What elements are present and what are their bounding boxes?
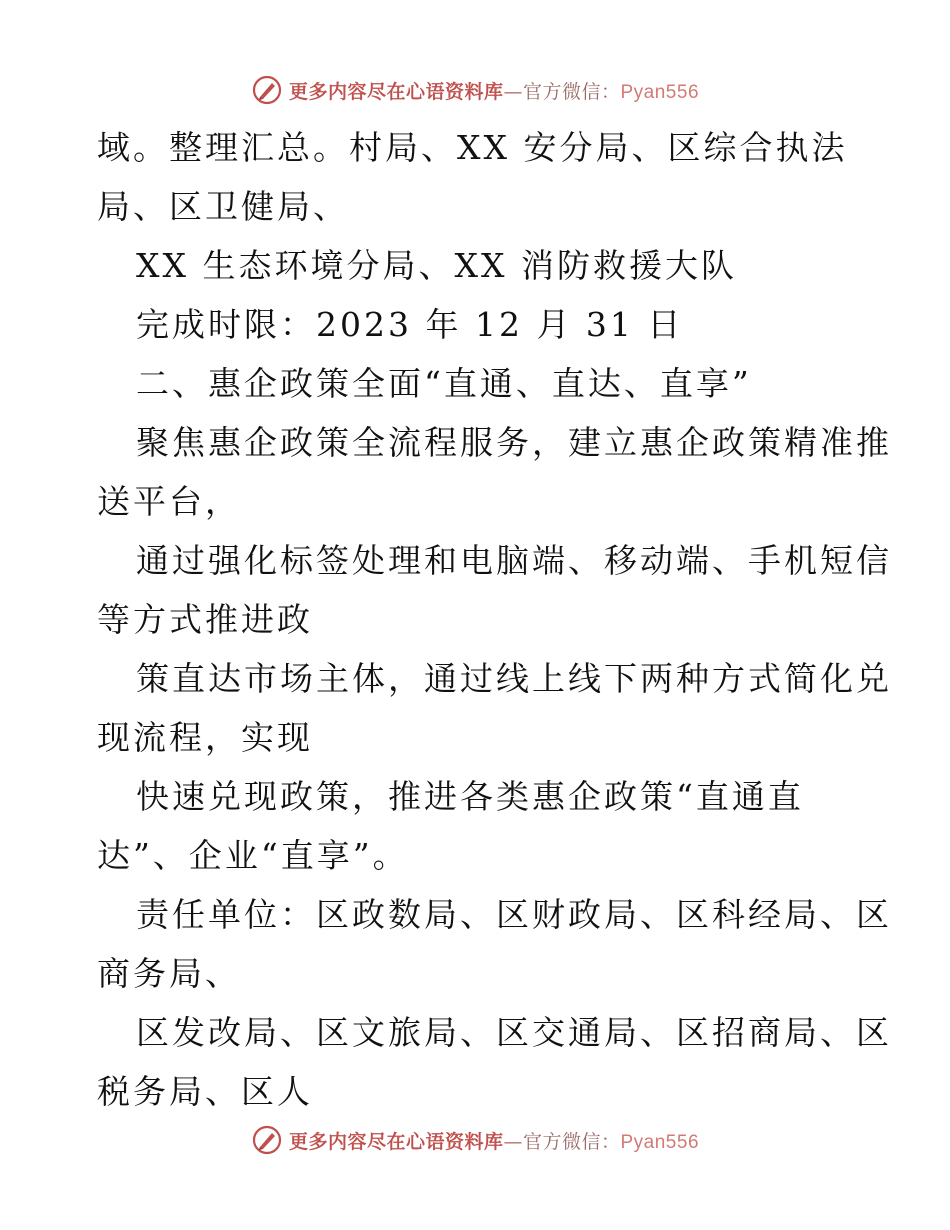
text-line: 达”、企业“直享”。 — [97, 836, 409, 875]
text-line: XX 生态环境分局、XX 消防救援大队 — [136, 246, 737, 285]
pen-logo-icon — [251, 1124, 283, 1156]
footer-watermark — [0, 1122, 950, 1158]
watermark-dash: — — [503, 80, 523, 103]
text-line: 域。整理汇总。村局、XX 安分局、区综合执法 — [97, 128, 848, 167]
watermark-id: Pyan556 — [620, 1131, 700, 1153]
section-heading: 二、惠企政策全面“直通、直达、直享” — [136, 364, 752, 403]
body-text — [97, 118, 892, 1121]
text-line: 等方式推进政 — [97, 600, 313, 639]
text-line: 责任单位：区政数局、区财政局、区科经局、区 — [136, 895, 892, 934]
watermark-dash: — — [503, 1130, 523, 1153]
watermark-official: 官方微信： — [522, 1130, 621, 1153]
text-line: 商务局、 — [97, 954, 241, 993]
header-watermark — [0, 72, 950, 108]
pen-logo-icon — [251, 74, 283, 106]
watermark-id: Pyan556 — [620, 81, 700, 103]
text-line: 送平台， — [97, 482, 241, 521]
text-line: 策直达市场主体，通过线上线下两种方式简化兑 — [136, 659, 892, 698]
text-line: 区发改局、区文旅局、区交通局、区招商局、区 — [136, 1013, 892, 1052]
text-line: 现流程，实现 — [97, 718, 313, 757]
watermark-brand: 更多内容尽在心语资料库 — [288, 80, 504, 103]
text-line: 快速兑现政策，推进各类惠企政策“直通直 — [136, 777, 804, 816]
text-line: 通过强化标签处理和电脑端、移动端、手机短信 — [136, 541, 892, 580]
text-line: 税务局、区人 — [97, 1072, 313, 1111]
text-line: 完成时限：2023 年 12 月 31 日 — [136, 305, 684, 344]
watermark-brand: 更多内容尽在心语资料库 — [288, 1130, 504, 1153]
text-line: 聚焦惠企政策全流程服务，建立惠企政策精准推 — [136, 423, 892, 462]
watermark-official: 官方微信： — [522, 80, 621, 103]
text-line: 局、区卫健局、 — [97, 187, 349, 226]
